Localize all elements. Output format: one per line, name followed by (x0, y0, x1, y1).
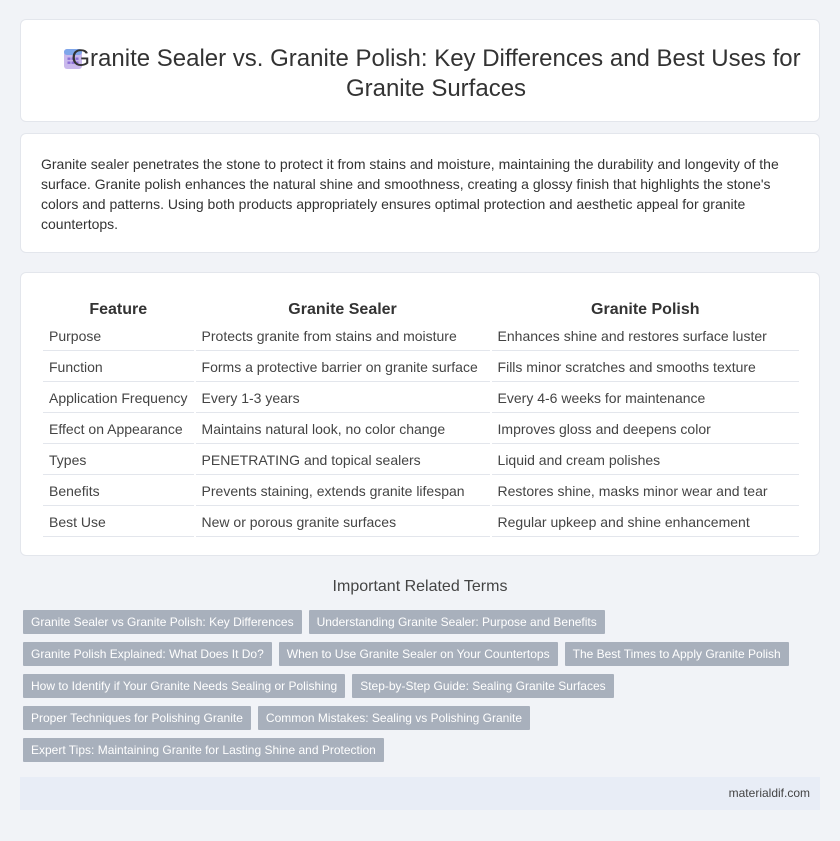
table-cell: Application Frequency (43, 384, 194, 413)
footer (20, 777, 820, 810)
table-cell: Best Use (43, 508, 194, 537)
table-cell: New or porous granite surfaces (196, 508, 490, 537)
footer-site-name[interactable]: materialdif.com (728, 786, 810, 800)
related-term-tag[interactable]: The Best Times to Apply Granite Polish (565, 642, 789, 666)
table-row (43, 415, 799, 444)
related-term-tag[interactable]: Expert Tips: Maintaining Granite for Lasting Shine and Protection (23, 738, 384, 762)
table-row (43, 446, 799, 475)
related-term-tag[interactable]: Step-by-Step Guide: Sealing Granite Surfaces (352, 674, 613, 698)
table-row (43, 384, 799, 413)
header-card (20, 19, 820, 122)
table-cell: Restores shine, masks minor wear and tear (492, 477, 799, 506)
table-cell: Benefits (43, 477, 194, 506)
table-row (43, 353, 799, 382)
table-cell: Regular upkeep and shine enhancement (492, 508, 799, 537)
table-cell: PENETRATING and topical sealers (196, 446, 490, 475)
related-term-tag[interactable]: Common Mistakes: Sealing vs Polishing Granite (258, 706, 530, 730)
table-cell: Types (43, 446, 194, 475)
table-cell: Improves gloss and deepens color (492, 415, 799, 444)
intro-paragraph: Granite sealer penetrates the stone to protect it from stains and moisture, maintaining the durability and longevity of the surface. Granite polish enhances the natural shine and smoothness, creating a glossy finish that highlights the stone's colors and patterns. Using both products appropriately ensures optimal protection and aesthetic appeal for granite countertops. (41, 156, 779, 232)
comparison-card (20, 272, 820, 556)
table-row (43, 477, 799, 506)
column-header: Granite Sealer (288, 301, 397, 318)
table-cell: Enhances shine and restores surface luster (492, 322, 799, 351)
table-cell: Protects granite from stains and moisture (196, 322, 490, 351)
column-header: Granite Polish (591, 301, 700, 318)
related-term-tag[interactable]: Granite Polish Explained: What Does It Do? (23, 642, 272, 666)
related-term-tag[interactable]: Granite Sealer vs Granite Polish: Key Differences (23, 610, 302, 634)
comparison-table (41, 293, 801, 539)
table-cell: Every 1-3 years (196, 384, 490, 413)
intro-card (20, 133, 820, 253)
table-cell: Effect on Appearance (43, 415, 194, 444)
table-cell: Liquid and cream polishes (492, 446, 799, 475)
table-header-row (43, 295, 799, 320)
column-header: Feature (89, 301, 148, 318)
table-cell: Purpose (43, 322, 194, 351)
table-row (43, 322, 799, 351)
table-cell: Function (43, 353, 194, 382)
table-row (43, 508, 799, 537)
table-cell: Fills minor scratches and smooths texture (492, 353, 799, 382)
related-term-tag[interactable]: When to Use Granite Sealer on Your Countertops (279, 642, 558, 666)
table-cell: Prevents staining, extends granite lifespan (196, 477, 490, 506)
table-cell: Every 4-6 weeks for maintenance (492, 384, 799, 413)
related-term-tag[interactable]: Understanding Granite Sealer: Purpose and Benefits (309, 610, 605, 634)
related-terms-heading: Important Related Terms (332, 578, 508, 595)
related-term-tag[interactable]: Proper Techniques for Polishing Granite (23, 706, 251, 730)
table-cell: Maintains natural look, no color change (196, 415, 490, 444)
table-cell: Forms a protective barrier on granite surface (196, 353, 490, 382)
page-title: Granite Sealer vs. Granite Polish: Key Differences and Best Uses for Granite Surfaces (71, 45, 801, 102)
related-term-tag[interactable]: How to Identify if Your Granite Needs Sealing or Polishing (23, 674, 345, 698)
related-terms-list (23, 610, 803, 770)
